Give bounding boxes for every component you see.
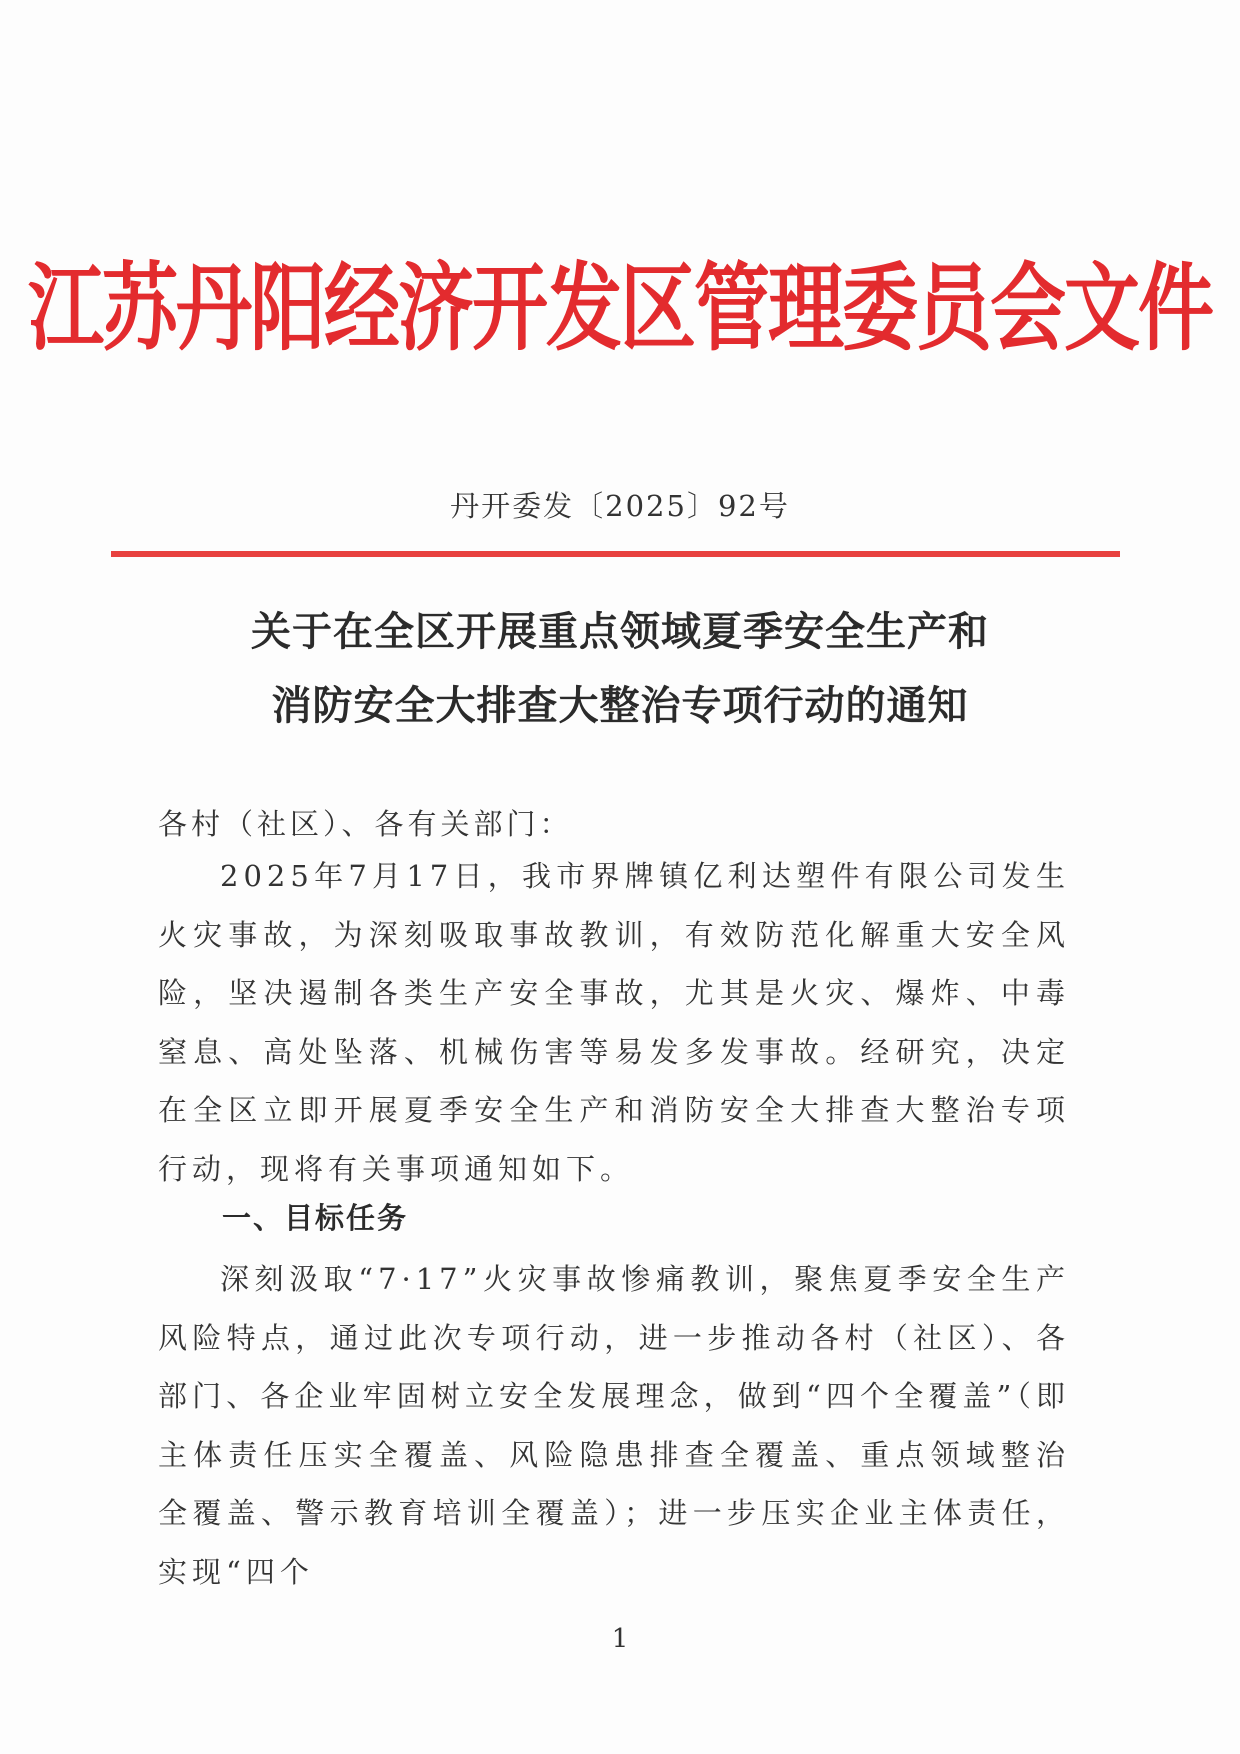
addressee: 各村（社区）、各有关部门： <box>158 807 573 841</box>
document-title-line-1: 关于在全区开展重点领域夏季安全生产和 <box>251 609 989 655</box>
document-number: 丹开委发〔2025〕92号 <box>450 489 790 523</box>
section-heading-objectives: 一、目标任务 <box>222 1201 409 1235</box>
body-paragraph-objectives: 深刻汲取“7·17”火灾事故惨痛教训，聚焦夏季安全生产风险特点，通过此次专项行动，进一步推动各村（社区）、各部门、各企业牢固树立安全发展理念，做到“四个全覆盖”（即主体责任压实全覆盖、风险隐患排查全覆盖、重点领域整治全覆盖、警示教育培训全覆盖）；进一步压实企业主体责任，实现“四个 <box>158 1262 1070 1589</box>
document-title-line-2: 消防安全大排查大整治专项行动的通知 <box>271 683 969 729</box>
issuing-authority-header: 江苏丹阳经济开发区管理委员会文件 <box>28 252 1212 364</box>
body-paragraph-intro: 2025年7月17日，我市界牌镇亿利达塑件有限公司发生火灾事故，为深刻吸取事故教训，有效防范化解重大安全风险，坚决遏制各类生产安全事故，尤其是火灾、爆炸、中毒窒息、高处坠落、机械伤害等易发多发事故。经研究，决定在全区立即开展夏季安全生产和消防安全大排查大整治专项行动，现将有关事项通知如下。 <box>158 859 1070 1186</box>
red-separator-line <box>111 551 1120 557</box>
page-number: 1 <box>611 1624 629 1654</box>
